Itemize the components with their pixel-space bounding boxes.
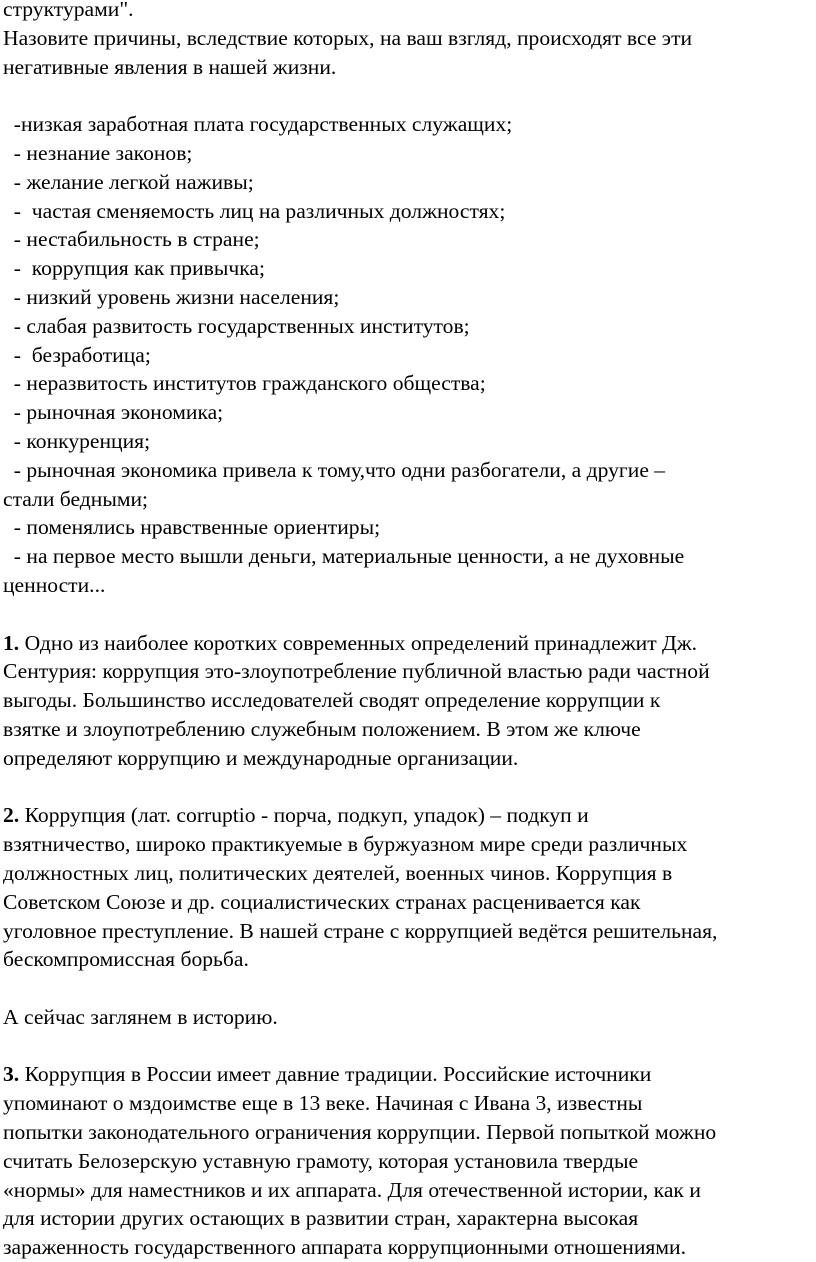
para2-line: уголовное преступление. В нашей стране с коррупцией ведётся решительная, <box>3 918 718 943</box>
para2-line: 2. Коррупция (лат. corruptio - порча, подкуп, упадок) – подкуп и <box>3 803 589 828</box>
para3-line: зараженность государственного аппарата коррупционными отношениями. <box>3 1235 686 1260</box>
para2-line: должностных лиц, политических деятелей, военных чинов. Коррупция в <box>3 860 673 885</box>
para1-line: 1. Одно из наиболее коротких современных определений принадлежит Дж. <box>3 630 698 655</box>
para2-line: взятничество, широко практикуемые в буржуазном мире среди различных <box>3 832 688 857</box>
reason-item: - неразвитость институтов гражданского общества; <box>3 371 486 396</box>
para3-line: для истории других остающих в развитии стран, характерна высокая <box>3 1206 639 1231</box>
reason-item-wrapped-cont: ценности... <box>3 572 106 597</box>
para1-line: выгоды. Большинство исследователей сводят определение коррупции к <box>3 688 661 713</box>
para3-line: считать Белозерскую уставную грамоту, которая установила твердые <box>3 1148 639 1173</box>
reason-item-wrapped-cont: стали бедными; <box>3 486 149 511</box>
para1-line: взятке и злоупотреблению служебным положением. В этом же ключе <box>3 716 641 741</box>
blank-line <box>3 1032 815 1061</box>
para3-line: 3. Коррупция в России имеет давние традиции. Российские источники <box>3 1062 652 1087</box>
para1-line: Сентурия: коррупция это-злоупотребление публичной властью ради частной <box>3 659 710 684</box>
question-line-2: негативные явления в нашей жизни. <box>3 54 337 79</box>
para3-line: упоминают о мздоимстве еще в 13 веке. Начиная с Ивана 3, известны <box>3 1091 643 1116</box>
reason-item: - низкий уровень жизни населения; <box>3 284 340 309</box>
blank-line <box>3 81 815 110</box>
reason-item: - слабая развитость государственных институтов; <box>3 313 470 338</box>
blank-line <box>3 773 815 802</box>
reason-item-wrapped: - рыночная экономика привела к тому,что одни разбогатели, а другие – <box>3 457 666 482</box>
question-line-1: Назовите причины, вследствие которых, на ваш взгляд, происходят все эти <box>3 25 693 50</box>
para2-number: 2. <box>3 803 20 828</box>
reason-item: - незнание законов; <box>3 140 193 165</box>
reason-item: - конкуренция; <box>3 428 151 453</box>
reason-item: - безработица; <box>3 342 151 367</box>
blank-line <box>3 974 815 1003</box>
reason-item: - желание легкой наживы; <box>3 169 254 194</box>
para2-line: Советском Союзе и др. социалистических странах расценивается как <box>3 889 641 914</box>
para2-line: бескомпромиссная борьба. <box>3 947 249 972</box>
intro-line: структурами". <box>3 0 134 21</box>
reason-item: - нестабильность в стране; <box>3 227 260 252</box>
reason-item: - частая сменяемость лиц на различных должностях; <box>3 198 506 223</box>
document-page <box>3 0 815 1262</box>
reason-item: -низкая заработная плата государственных служащих; <box>3 112 513 137</box>
reason-item-wrapped: - на первое место вышли деньги, материальные ценности, а не духовные <box>3 544 685 569</box>
reason-item: - рыночная экономика; <box>3 400 224 425</box>
para3-line: попытки законодательного ограничения коррупции. Первой попыткой можно <box>3 1120 717 1145</box>
para3-number: 3. <box>3 1062 20 1087</box>
para1-line: определяют коррупцию и международные организации. <box>3 745 519 770</box>
reason-item: - коррупция как привычка; <box>3 256 265 281</box>
history-note: А сейчас заглянем в историю. <box>3 1004 278 1029</box>
para1-number: 1. <box>3 630 20 655</box>
reason-item: - поменялись нравственные ориентиры; <box>3 515 381 540</box>
para3-line: «нормы» для наместников и их аппарата. Для отечественной истории, как и <box>3 1177 701 1202</box>
blank-line <box>3 600 815 629</box>
